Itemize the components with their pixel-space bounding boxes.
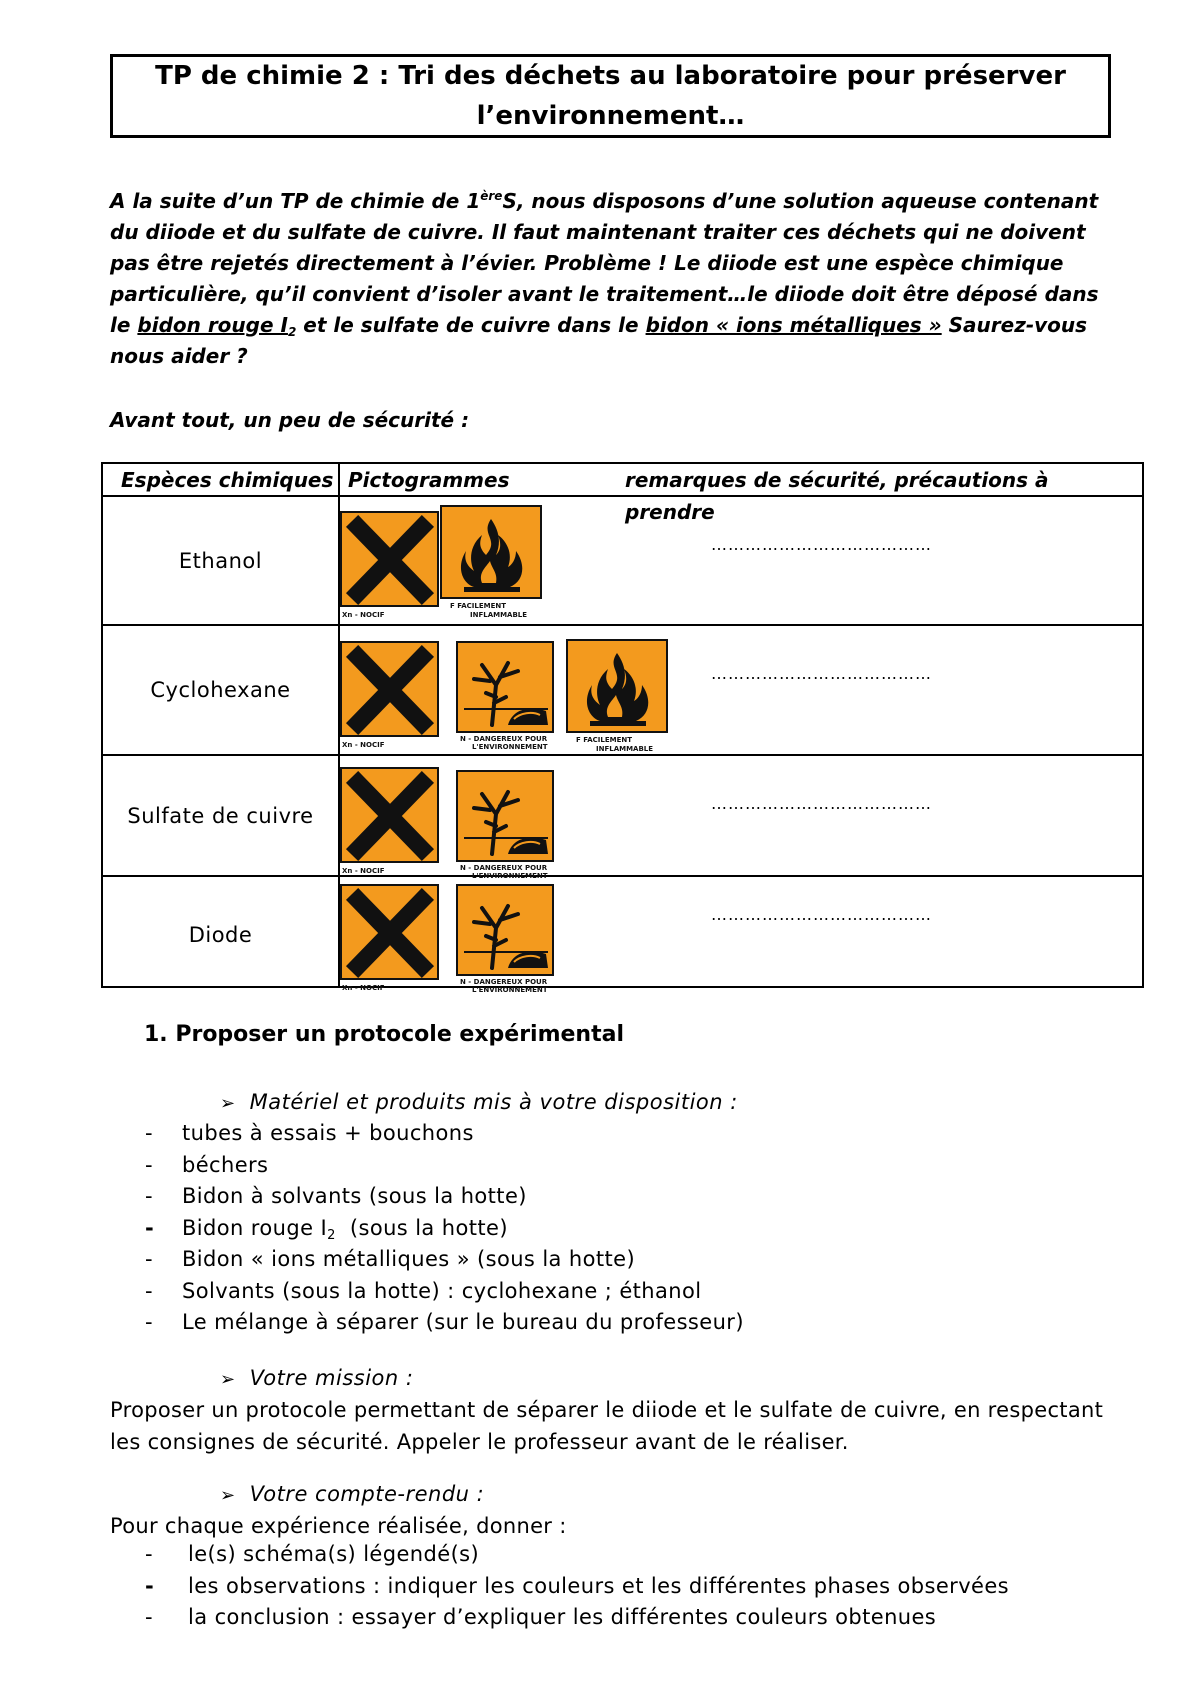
- environment-caption-2: L'ENVIRONNEMENT: [472, 872, 548, 880]
- environment-caption-1: N - DANGEREUX POUR: [460, 978, 548, 986]
- worksheet-page: TP de chimie 2 : Tri des déchets au laboratoire pour préserver l’environnement… A la suite d’un TP de chimie de 1èreS, nous disposons d’une solution aqueuse contenant du diiode et du sulfate de cuivre. Il faut maintenant traiter ces déchets qui ne doivent pas être rejetés directement à l’évier. Problème ! Le diiode est une espèce chimique particulière, qu’il convient d’isoler avant le traitement…le diiode doit être déposé dans le bidon rouge $I_2$ et le sulfate de cuivre dans le bidon « ions métalliques » Saurez-vous nous aider ? Avant tout, un peu de sécurité : Espèces chimiques Pictogrammes remarques de sécurité, précautions à prendre Ethanol Xn - NOCIF F FACILEMENT INFLAMMABLE ………………………………… Cyclohexane Xn - NOCIF N - DANGEREUX POUR L'ENVIRONNEMENT F FACILEMENT INFLAMMABLE ………………………………… Sulfate de cuivre Xn - NOCIF N - DANGEREUX POUR L'ENVIRONNEMENT ………………………………… Diode Xn - NOCIF N - DANGEREUX POUR L'ENVIRONNEMENT ………………………………… 1. Proposer un protocole expérimental ➢ Matériel et produits mis à votre disposition : - tubes à essais + bouchons - béchers - Bidon à solvants (sous la hotte) - Bidon rouge $I_2$ (sous la hotte) - Bidon « ions métalliques » (sous la hotte) - Solvants (sous la hotte) : cyclohexane ; éthanol - Le mélange à séparer (sur le bureau du professeur) ➢ Votre mission : Proposer un protocole permettant de séparer le diiode et le sulfate de cuivre, en respectant les consignes de sécurité. Appeler le professeur avant de le réaliser. ➢ Votre compte-rendu : Pour chaque expérience réalisée, donner : - le(s) schéma(s) légendé(s) - les observations : indiquer les couleurs et les différentes phases observées - la conclusion : essayer d’expliquer les différentes couleurs obtenues: [0, 0, 1200, 1698]
- section-1-heading: 1. Proposer un protocole expérimental: [144, 1022, 625, 1047]
- table-row: [103, 497, 1142, 626]
- header-remarks: remarques de sécurité, précautions à prendre: [625, 468, 1049, 524]
- environment-caption-2: L'ENVIRONNEMENT: [472, 743, 548, 751]
- intro-text-1: A la suite d’un TP de chimie de 1: [110, 189, 481, 213]
- harmful-caption: Xn - NOCIF: [342, 741, 385, 749]
- flammable-pictogram-icon: [566, 639, 670, 755]
- report-intro: Pour chaque expérience réalisée, donner :: [110, 1514, 567, 1538]
- environment-caption-1: N - DANGEREUX POUR: [460, 864, 548, 872]
- intro-paragraph: [110, 186, 1110, 372]
- harmful-pictogram-icon: [340, 511, 440, 621]
- bidon-rouge-label: bidon rouge $I_2$: [137, 313, 297, 339]
- flammable-caption-1: F FACILEMENT: [450, 602, 506, 610]
- table-row: [103, 756, 1142, 880]
- header-species: Espèces chimiques: [121, 468, 334, 492]
- table-row: [103, 877, 1142, 994]
- arrow-bullet-icon: ➢: [220, 1485, 236, 1506]
- remark-dots: …………………………………: [711, 535, 932, 554]
- table-row: [103, 626, 1142, 756]
- environment-caption-2: L'ENVIRONNEMENT: [472, 986, 548, 994]
- safety-title: Avant tout, un peu de sécurité :: [110, 408, 470, 432]
- intro-text-2: S, nous disposons d’une solution aqueuse contenant du diiode et du sulfate de cuivre. Il faut maintenant traiter ces déchets qui ne doivent pas être rejetés directement à l’évier. Problème ! Le diiode est une espèce chimique particulière, qu’il convient d’isoler avant le traitement…le diiode doit être déposé dans le: [110, 189, 1099, 337]
- intro-text-3: et le sulfate de cuivre dans le: [296, 313, 646, 337]
- bidon-ions-label: bidon « ions métalliques »: [645, 313, 942, 337]
- environment-pictogram-icon: [456, 641, 556, 751]
- harmful-pictogram-icon: [340, 767, 440, 877]
- harmful-pictogram-icon: [340, 884, 440, 994]
- title-box: [110, 54, 1111, 138]
- materials-heading: ➢ Matériel et produits mis à votre disposition :: [220, 1090, 738, 1114]
- harmful-caption: Xn - NOCIF: [342, 611, 385, 619]
- harmful-caption: Xn - NOCIF: [342, 867, 385, 875]
- flammable-caption-2: INFLAMMABLE: [470, 611, 528, 619]
- flammable-caption-1: F FACILEMENT: [576, 736, 632, 744]
- title-line-2: l’environnement…: [476, 101, 745, 131]
- header-pictograms: Pictogrammes: [348, 468, 510, 492]
- species-name: Diode: [188, 923, 253, 947]
- remark-dots: …………………………………: [711, 664, 932, 683]
- table-header-row: [103, 464, 1142, 524]
- flammable-pictogram-icon: [440, 505, 544, 621]
- environment-caption-1: N - DANGEREUX POUR: [460, 735, 548, 743]
- mission-heading: ➢ Votre mission :: [220, 1366, 414, 1390]
- safety-table: [101, 462, 1144, 994]
- report-heading: ➢ Votre compte-rendu :: [220, 1482, 485, 1506]
- harmful-pictogram-icon: [340, 641, 440, 751]
- species-name: Sulfate de cuivre: [127, 804, 314, 828]
- intro-text-4: Saurez-vous nous aider ?: [110, 313, 1088, 368]
- title-line-1: TP de chimie 2 : Tri des déchets au laboratoire pour préserver: [155, 61, 1066, 91]
- remark-dots: …………………………………: [711, 905, 932, 924]
- environment-pictogram-icon: [456, 884, 556, 994]
- arrow-bullet-icon: ➢: [220, 1369, 236, 1390]
- harmful-caption: Xn - NOCIF: [342, 984, 385, 992]
- intro-sup: ère: [480, 189, 503, 203]
- species-name: Ethanol: [178, 549, 263, 573]
- environment-pictogram-icon: [456, 770, 556, 880]
- remark-dots: …………………………………: [711, 794, 932, 813]
- arrow-bullet-icon: ➢: [220, 1093, 236, 1114]
- mission-text: Proposer un protocole permettant de séparer le diiode et le sulfate de cuivre, en respectant les consignes de sécurité. Appeler le professeur avant de le réaliser.: [110, 1398, 1104, 1454]
- species-name: Cyclohexane: [150, 678, 291, 702]
- flammable-caption-2: INFLAMMABLE: [596, 745, 654, 753]
